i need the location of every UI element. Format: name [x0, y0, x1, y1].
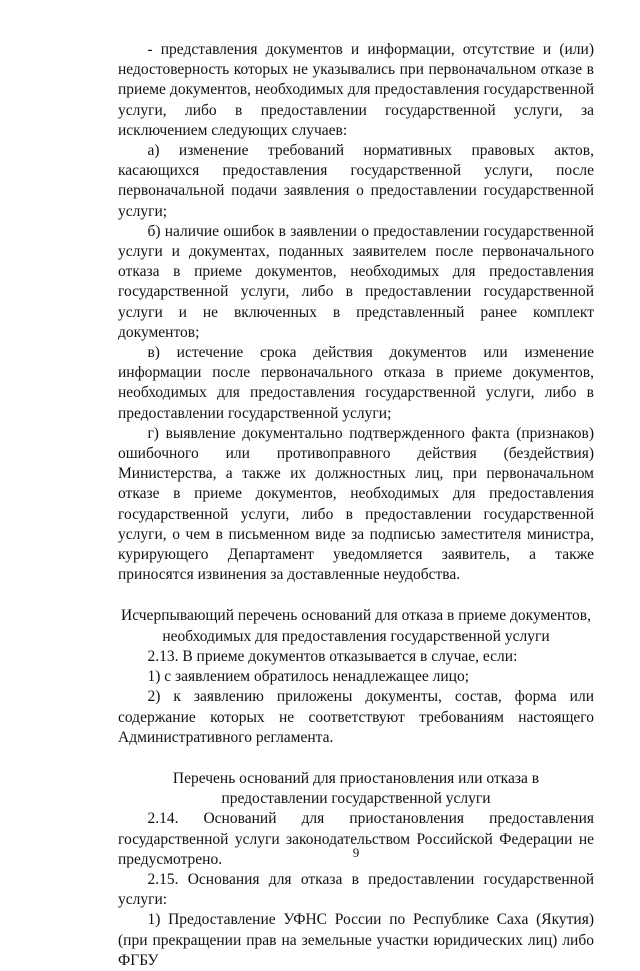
paragraph-item-g: г) выявление документально подтвержденного факта (признаков) ошибочного или противоправного действия (бездействия) Министерства, а также их должностных лиц, при первоначальном отказе в приеме документов, необходимых для предоставления государственной услуги, либо в предоставлении государственной услуги, о чем в письменном виде за подписью заместителя министра, курирующего Департамент уведомляется заявитель, а также приносятся извинения за доставленные неудобства.	[118, 424, 594, 584]
paragraph-2-14: 2.14. Оснований для приостановления предоставления государственной услуги законодательством Российской Федерации не предусмотрено.	[118, 810, 594, 868]
paragraph-2-15: 2.15. Основания для отказа в предоставлении государственной услуги:	[118, 870, 594, 909]
page-number: 9	[352, 845, 360, 860]
paragraph-2-15-item-1: 1) Предоставление УФНС России по Республике Саха (Якутия) (при прекращении прав на земельные участки юридических лиц) либо ФГБУ	[118, 911, 594, 969]
paragraph-2-13: 2.13. В приеме документов отказывается в случае, если:	[147, 647, 518, 665]
paragraph-item-a: а) изменение требований нормативных правовых актов, касающихся предоставления государственной услуги, после первоначальной подачи заявления о предоставлении государственной услуги;	[118, 142, 594, 220]
document-body	[118, 40, 594, 971]
section-gap	[118, 585, 594, 606]
paragraph-2-13-item-2: 2) к заявлению приложены документы, состав, форма или содержание которых не соответствуют требованиям настоящего Административного регламента.	[118, 688, 594, 746]
section-heading-refusal-acceptance: Исчерпывающий перечень оснований для отказа в приеме документов, необходимых для предоставления государственной услуги	[121, 607, 591, 645]
section-heading-suspension-refusal: Перечень оснований для приостановления или отказа в предоставлении государственной услуги	[172, 769, 540, 808]
paragraph-item-v: в) истечение срока действия документов или изменение информации после первоначального отказа в приеме документов, необходимых для предоставления государственной услуги, либо в предоставлении государственной услуги;	[118, 344, 594, 422]
paragraph-2-13-item-1: 1) с заявлением обратилось ненадлежащее лицо;	[147, 668, 470, 686]
paragraph-item-b: б) наличие ошибок в заявлении о предоставлении государственной услуги и документах, поданных заявителем после первоначального отказа в приеме документов, необходимых для предоставления государственной услуги, либо в предоставлении государственной услуги и не включенных в представленный ранее комплект документов;	[118, 222, 594, 341]
paragraph-intro: - представления документов и информации, отсутствие и (или) недостоверность которых не указывались при первоначальном отказе в приеме документов, необходимых для предоставления государственной услуги, либо в предоставлении государственной услуги, за исключением следующих случаев:	[118, 41, 594, 139]
section-gap	[118, 748, 594, 769]
